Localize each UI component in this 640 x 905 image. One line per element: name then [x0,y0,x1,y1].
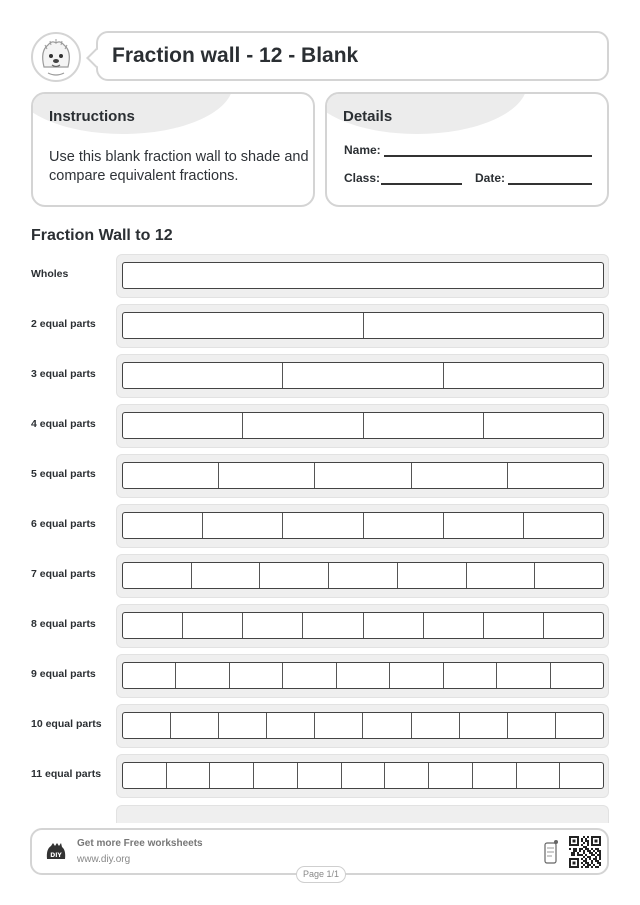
fraction-cell[interactable] [123,313,363,338]
wall-row [0,554,640,598]
fraction-cell[interactable] [507,463,603,488]
fraction-cell[interactable] [550,663,603,688]
name-label: Name: [344,143,381,157]
row-label: 7 equal parts [31,568,96,580]
fraction-cell[interactable] [282,363,442,388]
fraction-cell[interactable] [218,463,314,488]
fraction-cell[interactable] [341,763,385,788]
fraction-bar [122,562,604,589]
fraction-cell[interactable] [166,763,210,788]
fraction-cell[interactable] [362,713,410,738]
fraction-cell[interactable] [229,663,282,688]
wall-row [0,354,640,398]
wall-row-partial [116,805,609,823]
svg-text:DIY: DIY [50,852,62,859]
fraction-cell[interactable] [483,413,603,438]
footer-link[interactable]: www.diy.org [77,854,131,865]
fraction-bar [122,312,604,339]
row-label: 2 equal parts [31,318,96,330]
fraction-cell[interactable] [483,613,543,638]
fraction-cell[interactable] [302,613,362,638]
fraction-cell[interactable] [459,713,507,738]
fraction-cell[interactable] [297,763,341,788]
fraction-cell[interactable] [496,663,549,688]
fraction-bar [122,512,604,539]
fraction-bar [122,712,604,739]
fraction-bar [122,612,604,639]
name-field[interactable] [384,155,592,157]
wall-row [0,404,640,448]
fraction-cell[interactable] [266,713,314,738]
fraction-cell[interactable] [516,763,560,788]
fraction-cell[interactable] [443,663,496,688]
fraction-bar [122,762,604,789]
diy-logo-icon[interactable] [45,841,67,863]
fraction-cell[interactable] [428,763,472,788]
fraction-cell[interactable] [123,513,202,538]
fraction-cell[interactable] [175,663,228,688]
fraction-cell[interactable] [123,413,242,438]
fraction-cell[interactable] [559,763,603,788]
fraction-cell[interactable] [123,713,170,738]
fraction-cell[interactable] [423,613,483,638]
fraction-cell[interactable] [389,663,442,688]
class-field[interactable] [381,183,462,185]
fraction-cell[interactable] [314,463,410,488]
fraction-cell[interactable] [123,463,218,488]
row-label: 10 equal parts [31,718,102,730]
fraction-cell[interactable] [191,563,260,588]
fraction-bar [122,412,604,439]
fraction-cell[interactable] [259,563,328,588]
fraction-cell[interactable] [123,763,166,788]
row-label: 3 equal parts [31,368,96,380]
mascot-avatar [31,32,81,82]
fraction-cell[interactable] [363,513,443,538]
fraction-cell[interactable] [182,613,242,638]
fraction-cell[interactable] [534,563,603,588]
instructions-heading: Instructions [49,108,135,125]
mascot-face-icon [36,37,76,77]
fraction-cell[interactable] [363,613,423,638]
fraction-bar [122,662,604,689]
fraction-cell[interactable] [507,713,555,738]
fraction-cell[interactable] [363,313,604,338]
fraction-cell[interactable] [282,663,335,688]
wall-row [0,604,640,648]
wall-row [0,254,640,298]
fraction-cell[interactable] [543,613,603,638]
row-label: 6 equal parts [31,518,96,530]
fraction-cell[interactable] [242,613,302,638]
row-label: 11 equal parts [31,768,102,780]
fraction-cell[interactable] [123,663,175,688]
fraction-bar [122,262,604,289]
row-label: 4 equal parts [31,418,96,430]
fraction-cell[interactable] [397,563,466,588]
fraction-cell[interactable] [123,363,282,388]
fraction-cell[interactable] [363,413,483,438]
fraction-cell[interactable] [314,713,362,738]
fraction-cell[interactable] [123,263,603,288]
fraction-cell[interactable] [123,563,191,588]
wall-row [0,704,640,748]
fraction-bar [122,362,604,389]
fraction-cell[interactable] [336,663,389,688]
date-field[interactable] [508,183,592,185]
wall-row [0,654,640,698]
fraction-cell[interactable] [123,613,182,638]
wall-row [0,504,640,548]
details-heading: Details [343,108,393,125]
fraction-cell[interactable] [202,513,282,538]
details-panel [325,92,609,207]
wall-row [0,304,640,348]
fraction-cell[interactable] [242,413,362,438]
qr-code-icon[interactable] [569,836,601,868]
row-label: 5 equal parts [31,468,96,480]
fraction-cell[interactable] [282,513,362,538]
page-number: Page 1/1 [296,866,346,883]
fraction-cell[interactable] [466,563,535,588]
row-label: Wholes [31,268,69,280]
fraction-cell[interactable] [472,763,516,788]
fraction-cell[interactable] [523,513,603,538]
footer-promo: Get more Free worksheets [77,838,203,849]
wall-row [0,454,640,498]
fraction-cell[interactable] [209,763,253,788]
phone-icon [543,839,559,865]
date-label: Date: [475,171,506,185]
wall-row [0,754,640,798]
fraction-cell[interactable] [218,713,266,738]
page-title: Fraction wall - 12 - Blank [112,44,359,67]
fraction-cell[interactable] [328,563,397,588]
row-label: 8 equal parts [31,618,96,630]
fraction-cell[interactable] [411,713,459,738]
title-banner [96,31,609,81]
fraction-cell[interactable] [555,713,603,738]
instructions-panel [31,92,315,207]
fraction-cell[interactable] [253,763,297,788]
fraction-cell[interactable] [384,763,428,788]
fraction-cell[interactable] [443,513,523,538]
fraction-cell[interactable] [443,363,603,388]
fraction-bar [122,462,604,489]
class-label: Class: [344,171,381,185]
fraction-cell[interactable] [411,463,507,488]
instructions-text: Use this blank fraction wall to shade and compare equivalent fractions. [49,149,309,184]
wall-title: Fraction Wall to 12 [31,227,173,244]
fraction-cell[interactable] [170,713,218,738]
row-label: 9 equal parts [31,668,96,680]
